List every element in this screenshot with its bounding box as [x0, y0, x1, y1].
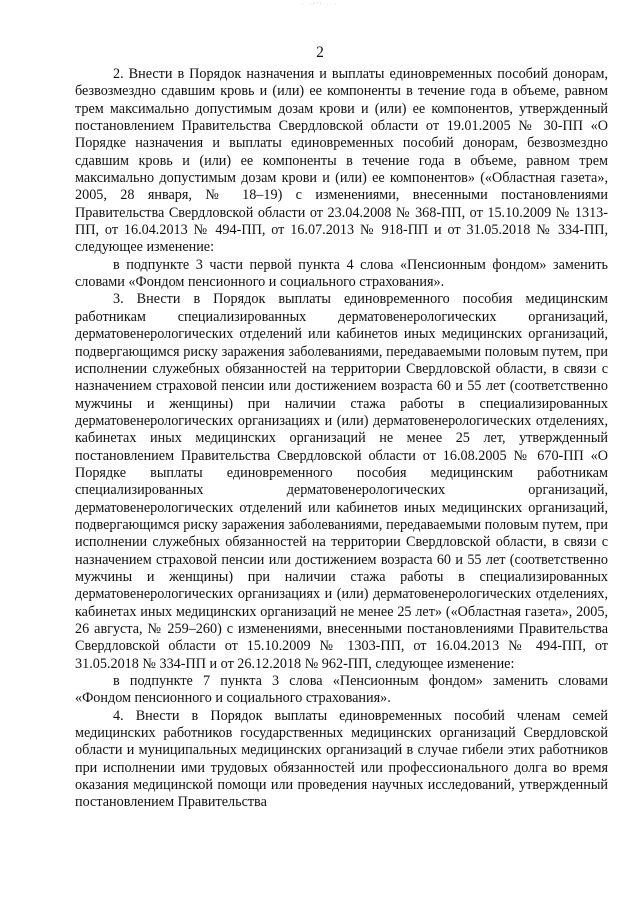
paragraph-item-2: 2. Внести в Порядок назначения и выплаты единовременных пособий донорам, безвозмездно сдавшим кровь и (или) ее компоненты в течение года в объеме, равном трем максимально допустимым дозам крови и (или) ее компонентов, утвержденный постановлением Правительства Свердловской области от 19.01.2005 № 30-ПП «О Порядке назначения и выплаты единовременных пособий донорам, безвозмездно сдавшим кровь и (или) ее компоненты в течение года в объеме, равном трем максимально допустимым дозам крови и (или) ее компонентов» («Областная газета», 2005, 28 января, № 18–19) с изменениями, внесенными постановлениями Правительства Свердловской области от 23.04.2008 № 368-ПП, от 15.10.2009 № 1313-ПП, от 16.04.2013 № 494-ПП, от 16.07.2013 № 918-ПП и от 31.05.2018 № 334-ПП, следующее изменение: — [75, 66, 608, 256]
paragraph-item-3: 3. Внести в Порядок выплаты единовременного пособия медицинским работникам специализированных дерматовенерологических организаций, дерматовенерологических отделений или кабинетов иных медицинских организаций, подвергающимся риску заражения заболеваниями, передаваемыми половым путем, при исполнении служебных обязанностей на территории Свердловской области, в связи с назначением страховой пенсии или достижением возраста 60 и 55 лет (соответственно мужчины и женщины) при наличии стажа работы в специализированных дерматовенерологических организациях и (или) дерматовенерологических отделениях, кабинетах иных медицинских организаций не менее 25 лет, утвержденный постановлением Правительства Свердловской области от 16.08.2005 № 670-ПП «О Порядке выплаты единовременного пособия медицинским работникам специализированных дерматовенерологических организаций, дерматовенерологических отделений или кабинетов иных медицинских организаций, подвергающимся риску заражения заболеваниями, передаваемыми половым путем, при исполнении служебных обязанностей на территории Свердловской области, в связи с назначением страховой пенсии или достижением возраста 60 и 55 лет (соответственно мужчины и женщины) при наличии стажа работы в специализированных дерматовенерологических организациях и (или) дерматовенерологических отделениях, кабинетах иных медицинских организаций не менее 25 лет» («Областная газета», 2005, 26 августа, № 259–260) с изменениями, внесенными постановлениями Правительства Свердловской области от 15.10.2009 № 1303-ПП, от 16.04.2013 № 494-ПП, от 31.05.2018 № 334-ПП и от 26.12.2018 № 962-ПП, следующее изменение: — [75, 291, 608, 672]
paragraph-amendment-3: в подпункте 7 пункта 3 слова «Пенсионным фондом» заменить словами «Фондом пенсионного и социального страхования». — [75, 673, 608, 707]
scan-artifact: · ·ᵒ'ᵗ · · — [301, 2, 339, 8]
paragraph-item-4: 4. Внести в Порядок выплаты единовременных пособий членам семей медицинских работников государственных медицинских организаций Свердловской области и муниципальных медицинских организаций в случае гибели этих работников при исполнении ими трудовых обязанностей или профессионального долга во время оказания медицинской помощи или проведения научных исследований, утвержденный постановлением Правительства — [75, 707, 608, 811]
document-body — [75, 66, 608, 812]
paragraph-amendment-2: в подпункте 3 части первой пункта 4 слова «Пенсионным фондом» заменить словами «Фондом пенсионного и социального страхования». — [75, 256, 608, 291]
page-number: 2 — [316, 44, 324, 61]
